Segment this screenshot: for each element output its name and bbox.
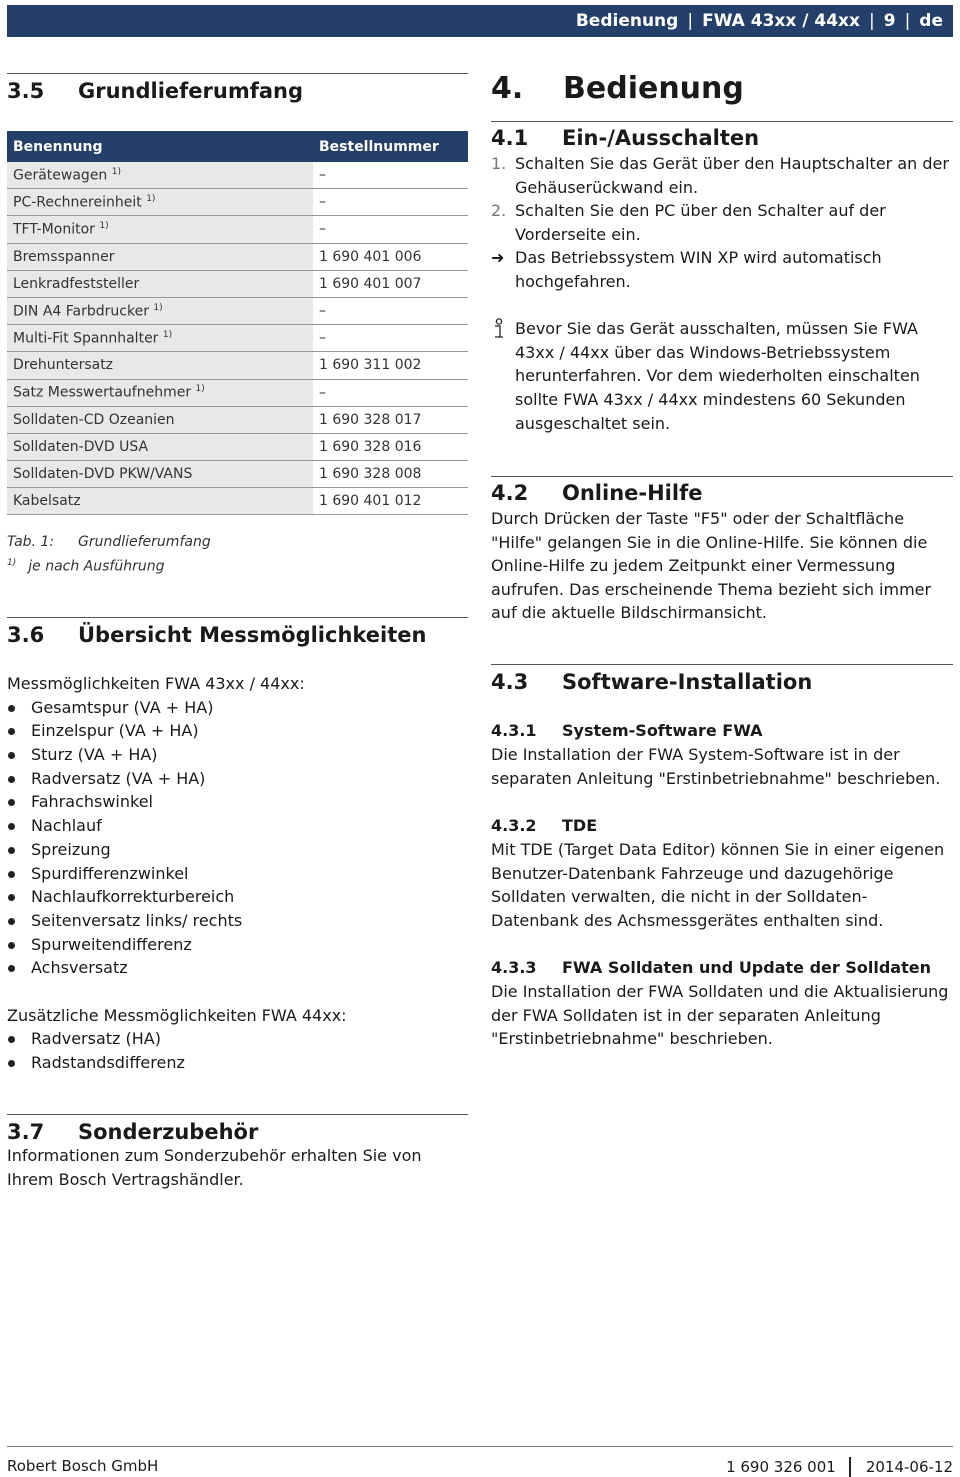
header-section: Bedienung [575,11,679,31]
table-cell-order-number: 1 690 328 008 [313,461,468,488]
table-cell-order-number: – [313,216,468,243]
measurements-block [7,672,468,1075]
header-separator: | [687,11,694,31]
chapter-title: Bedienung [563,71,744,106]
table-row [7,433,468,460]
section-3-7-rule [7,1114,468,1115]
table-cell-name [7,461,313,488]
section-number: 3.7 [7,1120,45,1144]
footer-date: 2014-06-12 [865,1458,953,1476]
section-3-6-heading [7,623,426,647]
section-4-3-2-heading [491,816,597,835]
table-row [7,461,468,488]
subsection-number: 4.3.1 [491,721,537,740]
item-name: Lenkradfeststeller [13,275,140,292]
measurements-intro: Messmöglichkeiten FWA 43xx / 44xx: [7,674,305,693]
header-separator: | [904,11,911,31]
step-text: Schalten Sie das Gerät über den Hauptschalter an der Gehäuserückwand ein. [515,154,949,197]
section-4-2-heading [491,481,702,505]
section-3-5-heading [7,79,303,103]
section-4-2-text: Durch Drücken der Taste "F5" oder der Schaltfläche "Hilfe" gelangen Sie in die Online-Hilfe. Sie können die Online-Hilfe zu jedem Zeitpunkt einer Vermessung aufrufen. Das erscheinende Thema bezieht sich immer auf die aktuelle Bildschirmansicht. [491,509,932,623]
list-item: Sturz (VA + HA) [7,743,468,767]
table-cell-order-number: – [313,379,468,406]
measurements-intro-2: Zusätzliche Messmöglichkeiten FWA 44xx: [7,1005,347,1025]
section-4-3-1-heading [491,721,763,740]
table-row [7,189,468,216]
table-header-order-number: Bestellnummer [313,131,468,162]
caption-text: Grundlieferumfang [78,534,211,550]
table-row [7,379,468,406]
table-cell-order-number: 1 690 328 016 [313,433,468,460]
section-4-3-heading [491,670,812,694]
result-text: Das Betriebssystem WIN XP wird automatisch hochgefahren. [515,248,882,291]
table-row [7,406,468,433]
info-icon [491,318,507,347]
footer-separator [849,1457,851,1477]
measurements-list-2 [7,1027,468,1074]
section-4-2-rule [491,476,953,477]
list-item: Spurweitendifferenz [7,933,468,957]
result-line [491,246,953,293]
item-name: TFT-Monitor [13,221,95,238]
info-note [491,317,953,435]
table-cell-order-number: – [313,297,468,324]
steps-list [491,152,953,246]
section-4-3-rule [491,664,953,665]
header-separator: | [868,11,875,31]
section-number: 4.2 [491,481,529,505]
section-4-1-rule [491,121,953,122]
footer-document-number: 1 690 326 001 [726,1458,836,1476]
footnote-ref: 1) [162,329,173,340]
table-row [7,270,468,297]
table-cell-name [7,488,313,515]
table-row [7,352,468,379]
item-name: DIN A4 Farbdrucker [13,303,149,320]
table-cell-name [7,352,313,379]
section-number: 3.6 [7,623,45,647]
item-name: Solldaten-DVD USA [13,438,149,455]
list-item: Nachlauf [7,814,468,838]
section-title: Ein-/Ausschalten [562,126,760,150]
table-row [7,162,468,189]
list-item: Gesamtspur (VA + HA) [7,696,468,720]
table-header-name: Benennung [7,131,313,162]
subsection-title: FWA Solldaten und Update der Solldaten [562,958,931,977]
list-item: Spurdifferenzwinkel [7,862,468,886]
table-cell-name [7,270,313,297]
list-item: Nachlaufkorrekturbereich [7,885,468,909]
footnote-mark: 1) [7,558,17,568]
section-number: 3.5 [7,79,45,103]
delivery-table [7,131,468,515]
list-item: Einzelspur (VA + HA) [7,719,468,743]
table-cell-name [7,162,313,189]
table-cell-name [7,433,313,460]
header-product: FWA 43xx / 44xx [702,11,860,31]
step-item [491,152,953,199]
table-cell-order-number: 1 690 401 007 [313,270,468,297]
table-cell-order-number: – [313,162,468,189]
table-cell-order-number: 1 690 311 002 [313,352,468,379]
section-title: Software-Installation [562,670,813,694]
section-title: Grundlieferumfang [78,79,304,103]
section-3-5-rule [7,73,468,74]
result-arrow-icon: ➜ [491,248,505,268]
footnote-ref: 1) [195,384,205,395]
caption-label: Tab. 1: [7,534,55,550]
step-item [491,199,953,246]
table-cell-order-number: – [313,189,468,216]
item-name: Gerätewagen [13,167,108,184]
item-name: Kabelsatz [13,493,81,510]
table-row [7,243,468,270]
table-row [7,216,468,243]
header-language: de [919,11,943,31]
footnote-text: je nach Ausführung [28,558,165,575]
section-number: 4.1 [491,126,529,150]
list-item: Radversatz (VA + HA) [7,767,468,791]
section-title: Übersicht Messmöglichkeiten [78,623,427,647]
table-cell-name [7,325,313,352]
table-cell-name [7,379,313,406]
measurements-list [7,696,468,980]
table-row [7,297,468,324]
footer-right [726,1457,953,1477]
table-cell-order-number: 1 690 401 012 [313,488,468,515]
info-note-text: Bevor Sie das Gerät ausschalten, müssen Sie FWA 43xx / 44xx über das Windows-Betriebssystem herunterfahren. Vor dem wiederholten einschalten sollte FWA 43xx / 44xx mindestens 60 Sekunden ausgeschaltet sein. [515,319,920,433]
section-number: 4.3 [491,670,529,694]
list-item: Spreizung [7,838,468,862]
list-item: Radstandsdifferenz [7,1051,468,1075]
section-4-3-1-text: Die Installation der FWA System-Software ist in der separaten Anleitung "Erstinbetriebnahme" beschrieben. [491,745,941,788]
footnote-ref: 1) [146,193,156,204]
section-4-1-body [491,152,953,435]
page-footer [7,1446,953,1476]
header-page-number: 9 [883,11,896,31]
step-number: 1. [491,154,507,173]
list-item: Radversatz (HA) [7,1027,468,1051]
table-cell-order-number: 1 690 328 017 [313,406,468,433]
item-name: Satz Messwertaufnehmer [13,384,192,401]
subsection-number: 4.3.2 [491,816,537,835]
item-name: PC-Rechnereinheit [13,194,142,211]
table-cell-name [7,189,313,216]
table-cell-name [7,243,313,270]
section-title: Online-Hilfe [562,481,703,505]
subsection-number: 4.3.3 [491,958,537,977]
item-name: Bremsspanner [13,248,115,265]
table-footnote [7,558,164,575]
chapter-number: 4. [491,71,524,106]
subsection-title: TDE [562,816,598,835]
table-body [7,162,468,515]
table-caption [7,534,211,550]
step-text: Schalten Sie den PC über den Schalter auf der Vorderseite ein. [515,201,886,244]
section-3-7-text: Informationen zum Sonderzubehör erhalten Sie von Ihrem Bosch Vertragshändler. [7,1146,422,1189]
table-header-row [7,131,468,162]
item-name: Drehuntersatz [13,357,114,374]
footer-company: Robert Bosch GmbH [7,1457,159,1475]
page-header [7,5,953,37]
subsection-title: System-Software FWA [562,721,763,740]
section-3-6-rule [7,617,468,618]
footnote-ref: 1) [111,166,122,177]
chapter-4-heading [491,71,744,106]
item-name: Multi-Fit Spannhalter [13,330,159,347]
table-cell-order-number: – [313,325,468,352]
table-cell-name [7,297,313,324]
list-item: Seitenversatz links/ rechts [7,909,468,933]
list-item: Achsversatz [7,956,468,980]
table-cell-order-number: 1 690 401 006 [313,243,468,270]
item-name: Solldaten-DVD PKW/VANS [13,466,193,483]
section-4-3-3-heading [491,958,931,977]
table-row [7,488,468,515]
footnote-ref: 1) [153,302,163,313]
step-number: 2. [491,201,507,221]
footnote-ref: 1) [99,221,109,232]
section-4-3-3-text: Die Installation der FWA Solldaten und die Aktualisierung der FWA Solldaten ist in der separaten Anleitung "Erstinbetriebnahme" beschrieben. [491,982,949,1049]
table-row [7,325,468,352]
table-cell-name [7,406,313,433]
section-4-1-heading [491,126,759,150]
section-4-3-2-text: Mit TDE (Target Data Editor) können Sie in einer eigenen Benutzer-Datenbank Fahrzeuge und dazugehörige Solldaten verwalten, die nicht in der Solldaten-Datenbank des Achsmessgerätes enthalten sind. [491,840,945,930]
section-3-7-heading [7,1120,258,1144]
list-item: Fahrachswinkel [7,790,468,814]
item-name: Solldaten-CD Ozeanien [13,411,175,428]
section-title: Sonderzubehör [78,1120,259,1144]
table-cell-name [7,216,313,243]
